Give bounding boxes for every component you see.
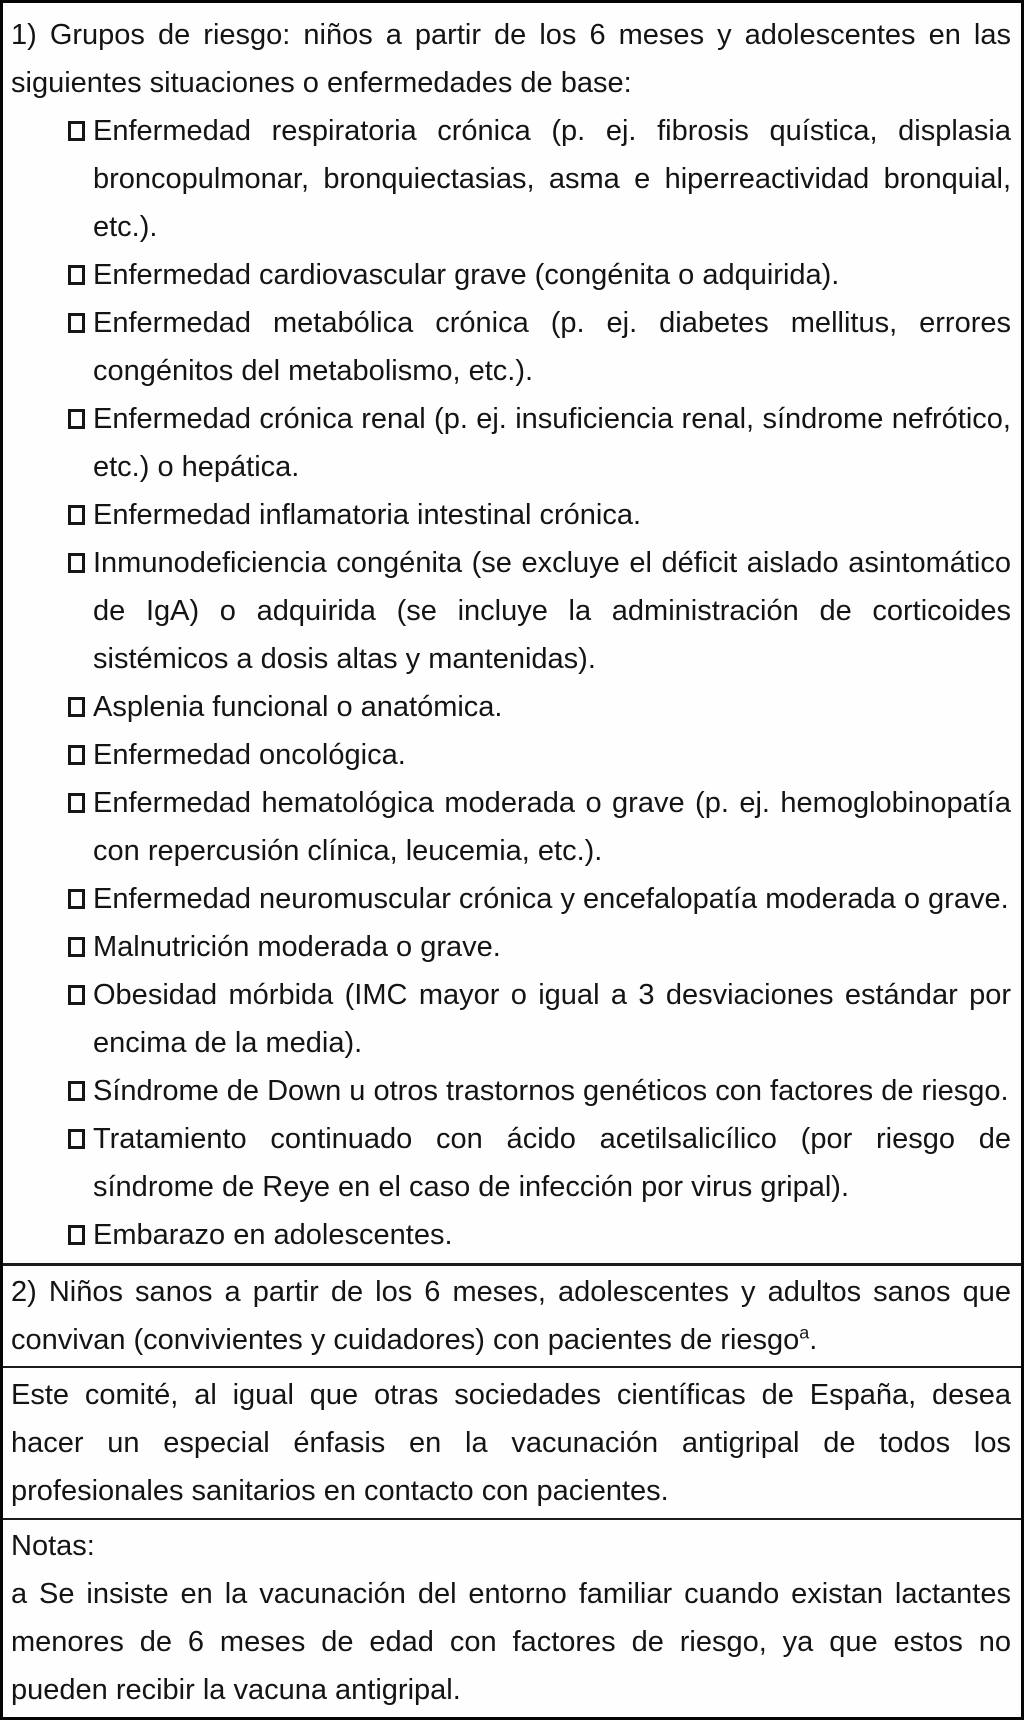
square-bullet-icon [68,745,85,765]
list-item-text: Tratamiento continuado con ácido acetilsalicílico (por riesgo de síndrome de Reye en el caso de infección por virus gripal). [93,1123,1011,1203]
square-bullet-icon [68,265,85,285]
list-item [11,875,1011,923]
square-bullet-icon [68,697,85,717]
healthy-contacts-body: 2) Niños sanos a partir de los 6 meses, adolescentes y adultos sanos que convivan (convivientes y cuidadores) con pacientes de riesgo [11,1276,1011,1356]
square-bullet-icon [68,553,85,573]
risk-conditions-list [11,107,1011,1259]
list-item-text: Embarazo en adolescentes. [93,1219,453,1251]
list-item [11,1067,1011,1115]
list-item-text: Asplenia funcional o anatómica. [93,691,503,723]
square-bullet-icon [68,409,85,429]
square-bullet-icon [68,313,85,333]
risk-groups-intro: 1) Grupos de riesgo: niños a partir de los 6 meses y adolescentes en las siguientes situaciones o enfermedades de base: [11,19,1011,99]
healthy-contacts-text [11,1268,1011,1364]
list-item [11,299,1011,395]
list-item-text: Inmunodeficiencia congénita (se excluye el déficit aislado asintomático de IgA) o adquirida (se incluye la administración de corticoides sistémicos a dosis altas y mantenidas). [93,547,1011,675]
list-item [11,731,1011,779]
list-item [11,539,1011,683]
list-item-text: Malnutrición moderada o grave. [93,931,501,963]
square-bullet-icon [68,121,85,141]
list-item [11,971,1011,1067]
square-bullet-icon [68,793,85,813]
list-item [11,1211,1011,1259]
list-item [11,395,1011,491]
list-item-text: Enfermedad metabólica crónica (p. ej. diabetes mellitus, errores congénitos del metabolismo, etc.). [93,307,1011,387]
square-bullet-icon [68,985,85,1005]
section-committee-statement [3,1366,1021,1518]
list-item-text: Enfermedad inflamatoria intestinal crónica. [93,499,642,531]
square-bullet-icon [68,505,85,525]
list-item [11,1115,1011,1211]
healthy-contacts-period: . [809,1324,818,1356]
square-bullet-icon [68,1129,85,1149]
list-item [11,683,1011,731]
committee-statement-text: Este comité, al igual que otras sociedades científicas de España, desea hacer un especial énfasis en la vacunación antigripal de todos los profesionales sanitarios en contacto con pacientes. [11,1379,1011,1507]
note-a-text: a Se insiste en la vacunación del entorno familiar cuando existan lactantes menores de 6 meses de edad con factores de riesgo, ya que estos no pueden recibir la vacuna antigripal. [11,1578,1011,1706]
list-item-text: Enfermedad crónica renal (p. ej. insuficiencia renal, síndrome nefrótico, etc.) o hepática. [93,403,1011,483]
list-item-text: Enfermedad respiratoria crónica (p. ej. fibrosis quística, displasia broncopulmonar, bronquiectasias, asma e hiperreactividad bronquial, etc.). [93,115,1011,243]
list-item-text: Enfermedad hematológica moderada o grave (p. ej. hemoglobinopatía con repercusión clínica, leucemia, etc.). [93,787,1011,867]
section-risk-groups [3,3,1021,1263]
list-item-text: Síndrome de Down u otros trastornos genéticos con factores de riesgo. [93,1075,1009,1107]
list-item [11,923,1011,971]
footnote-marker-a: a [799,1322,810,1343]
list-item [11,107,1011,251]
square-bullet-icon [68,1225,85,1245]
square-bullet-icon [68,937,85,957]
list-item-text: Enfermedad cardiovascular grave (congénita o adquirida). [93,259,840,291]
section-notes [3,1518,1021,1716]
list-item [11,491,1011,539]
square-bullet-icon [68,1081,85,1101]
list-item-text: Enfermedad oncológica. [93,739,406,771]
section-healthy-contacts [3,1263,1021,1366]
list-item-text: Obesidad mórbida (IMC mayor o igual a 3 desviaciones estándar por encima de la media). [93,979,1011,1059]
list-item-text: Enfermedad neuromuscular crónica y encefalopatía moderada o grave. [93,883,1009,915]
list-item [11,251,1011,299]
square-bullet-icon [68,889,85,909]
list-item [11,779,1011,875]
notes-label: Notas: [11,1530,95,1562]
